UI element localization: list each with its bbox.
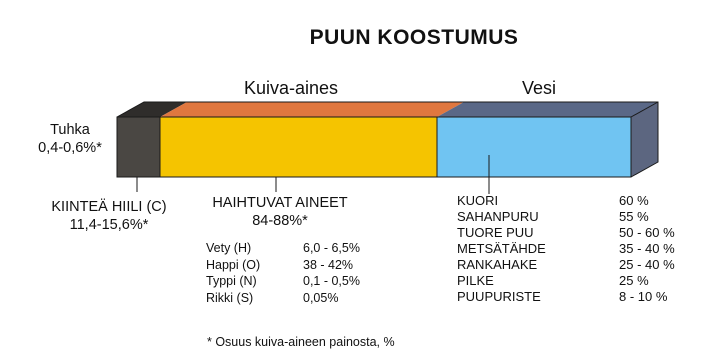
vesi-item-value: 8 - 10 %: [619, 289, 668, 304]
vesi-item-value: 25 - 40 %: [619, 257, 675, 272]
vesi-item-name: KUORI: [457, 193, 499, 208]
kuiva-aines-top-face: [160, 102, 464, 117]
element-name: Rikki (S): [206, 290, 254, 305]
haihtuvat-label: [196, 194, 364, 230]
vesi-item-value: 25 %: [619, 273, 649, 288]
list-item: [457, 209, 675, 225]
tuhka-name: Tuhka: [50, 122, 90, 138]
vesi-item-name: PILKE: [457, 273, 494, 288]
vesi-top-face: [437, 102, 658, 117]
haihtuvat-name: HAIHTUVAT AINEET: [212, 195, 348, 211]
haihtuvat-value: 84-88%*: [252, 213, 308, 229]
element-name: Typpi (N): [206, 274, 257, 288]
kiintea-hiili-name: KIINTEÄ HIILI (C): [51, 199, 167, 215]
footnote: * Osuus kuiva-aineen painosta, %: [207, 335, 395, 349]
page-title: PUUN KOOSTUMUS: [309, 26, 519, 49]
list-item: [206, 240, 360, 257]
vesi-content-table: [457, 193, 675, 305]
list-item: [457, 193, 675, 209]
haihtuvat-elements-table: [206, 240, 360, 306]
tuhka-value: 0,4-0,6%*: [38, 140, 102, 156]
element-value: 0,05%: [303, 290, 339, 305]
vesi-label: Vesi: [522, 78, 557, 98]
kiintea-hiili-label: [18, 198, 200, 234]
element-name: Vety (H): [206, 241, 252, 255]
vesi-item-value: 35 - 40 %: [619, 241, 675, 256]
vesi-item-name: METSÄTÄHDE: [457, 241, 546, 256]
element-value: 6,0 - 6,5%: [303, 241, 360, 255]
vesi-item-value: 55 %: [619, 209, 649, 224]
list-item: [206, 290, 360, 307]
list-item: [206, 257, 360, 274]
kiintea-hiili-value: 11,4-15,6%*: [69, 217, 149, 233]
list-item: [457, 257, 675, 273]
element-value: 0,1 - 0,5%: [303, 274, 360, 288]
list-item: [457, 289, 675, 305]
vesi-item-value: 50 - 60 %: [619, 225, 675, 240]
vesi-item-name: PUUPURISTE: [457, 289, 541, 304]
element-name: Happi (O): [206, 257, 261, 272]
vesi-item-name: RANKAHAKE: [457, 257, 538, 272]
haihtuvat-segment: [160, 117, 437, 177]
tuhka-label: [30, 121, 110, 157]
vesi-item-value: 60 %: [619, 193, 649, 208]
vesi-item-name: TUORE PUU: [457, 225, 534, 240]
tuhka-segment: [117, 117, 160, 177]
list-item: [457, 273, 675, 289]
list-item: [457, 225, 675, 241]
kuiva-aines-label: Kuiva-aines: [244, 78, 339, 98]
element-value: 38 - 42%: [303, 257, 354, 272]
vesi-item-name: SAHANPURU: [457, 209, 539, 224]
list-item: [206, 273, 360, 290]
vesi-segment: [437, 117, 631, 177]
list-item: [457, 241, 675, 257]
